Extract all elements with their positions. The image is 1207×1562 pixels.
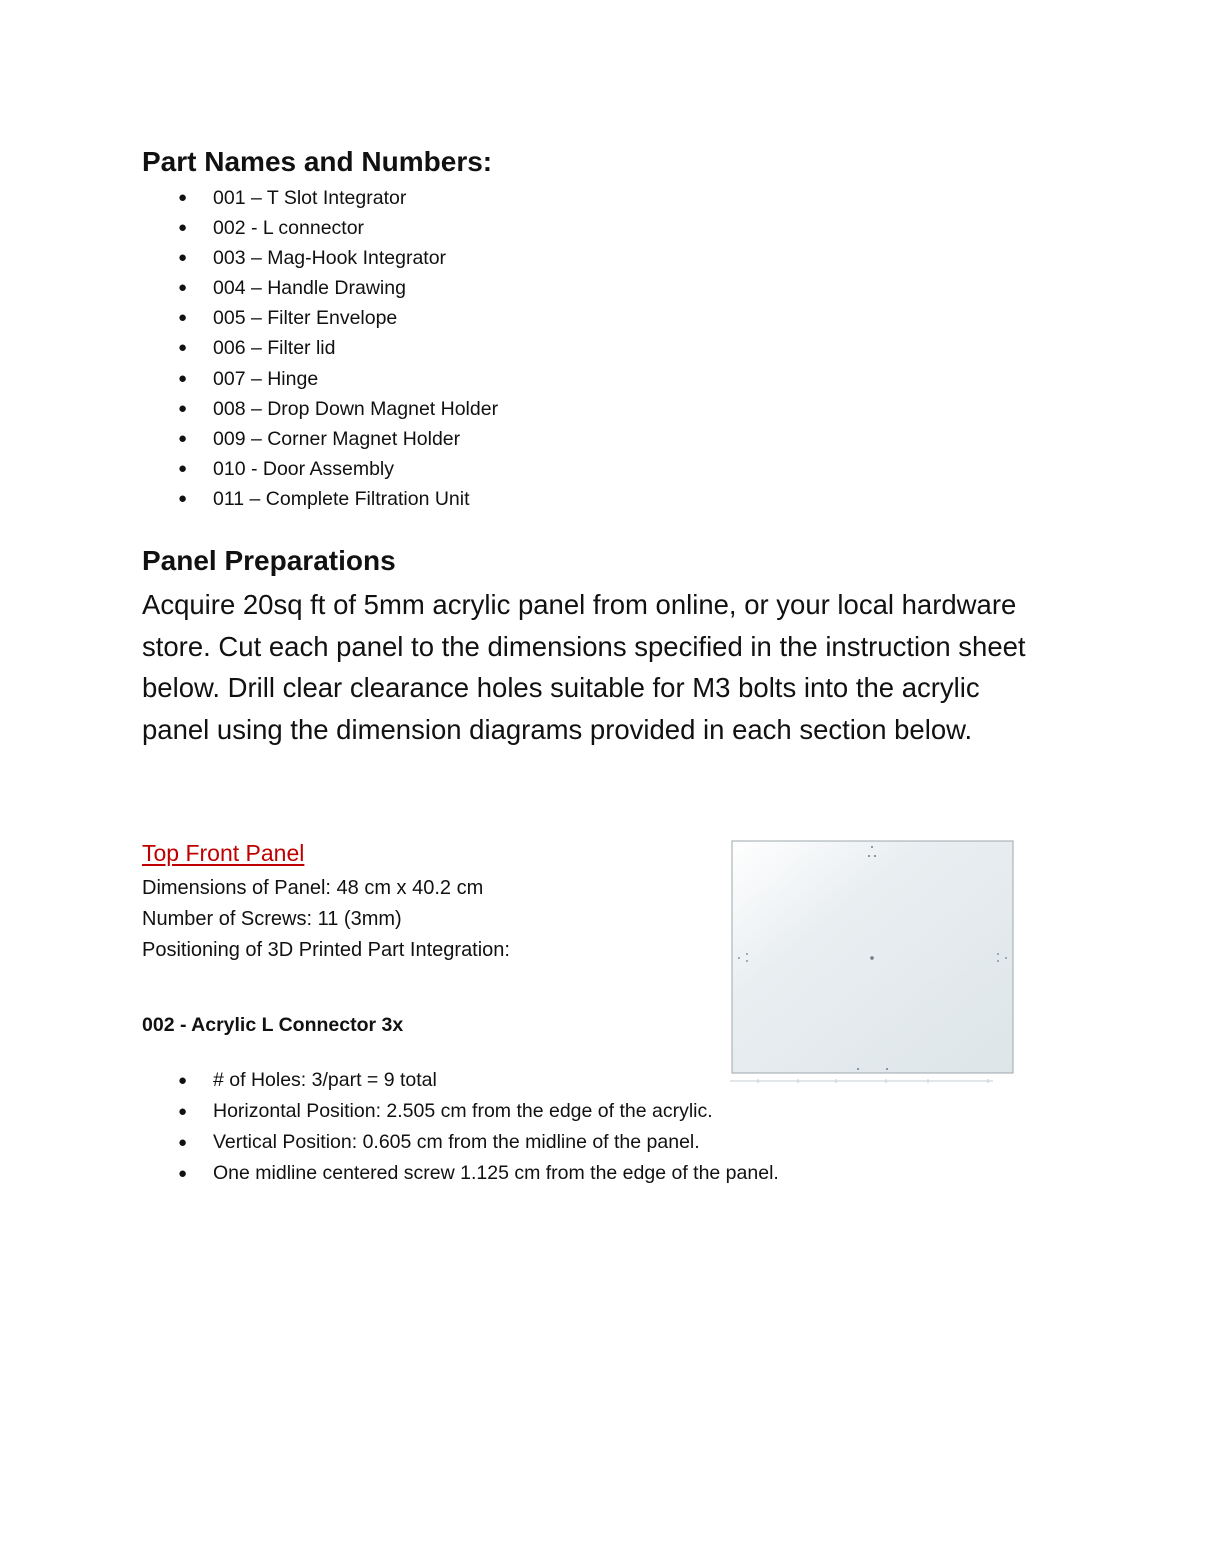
part-label: 002 - L connector [213, 217, 365, 240]
hole-marker [871, 846, 873, 848]
part-label: 011 – Complete Filtration Unit [213, 487, 470, 510]
part-label: 010 - Door Assembly [213, 457, 394, 480]
hole-marker [886, 1068, 888, 1070]
part-label: 004 – Handle Drawing [213, 277, 406, 300]
bullet-icon: ● [178, 1103, 188, 1120]
hole-marker [857, 1068, 859, 1070]
bullet-icon: ● [178, 339, 188, 357]
bullet-icon: ● [178, 1072, 188, 1089]
list-item [142, 364, 498, 394]
part-label: 003 – Mag-Hook Integrator [213, 247, 447, 270]
bullet-icon: ● [178, 219, 188, 237]
hole-detail: Vertical Position: 0.605 cm from the midline of the panel. [213, 1131, 700, 1153]
hole-marker [746, 960, 748, 962]
list-item [142, 1096, 779, 1127]
list-item [142, 303, 498, 333]
panel-positioning: Positioning of 3D Printed Part Integration: [142, 939, 510, 961]
hole-marker [1005, 957, 1007, 959]
list-item [142, 333, 498, 363]
panel-diagram [730, 839, 1016, 1085]
hole-details-list [142, 1065, 779, 1189]
list-item [142, 424, 498, 454]
hole-marker [874, 855, 876, 857]
panel-dimensions: Dimensions of Panel: 48 cm x 40.2 cm [142, 877, 484, 899]
list-item [142, 1127, 779, 1158]
bullet-icon: ● [178, 309, 188, 327]
hole-marker [870, 956, 874, 960]
parts-list [142, 183, 498, 514]
hole-detail: Horizontal Position: 2.505 cm from the edge of the acrylic. [213, 1100, 713, 1122]
connector-heading: 002 - Acrylic L Connector 3x [142, 1014, 404, 1036]
list-item [142, 183, 498, 213]
part-label: 007 – Hinge [213, 367, 319, 390]
bullet-icon: ● [178, 249, 188, 267]
list-item [142, 454, 498, 484]
part-label: 005 – Filter Envelope [213, 307, 398, 330]
bullet-icon: ● [178, 279, 188, 297]
hole-detail: One midline centered screw 1.125 cm from the edge of the panel. [213, 1162, 779, 1184]
list-item [142, 243, 498, 273]
bullet-icon: ● [178, 459, 188, 477]
part-label: 008 – Drop Down Magnet Holder [213, 397, 499, 420]
panel-prep-body: Acquire 20sq ft of 5mm acrylic panel from online, or your local hardware store. Cut each panel to the dimensions specified in the instruction sheet below. Drill clear clearance holes suitable for M3 bolts into the acrylic panel using the dimension diagrams provided in each section below. [142, 589, 1026, 745]
hole-marker [738, 957, 740, 959]
list-item [142, 1065, 779, 1096]
parts-heading: Part Names and Numbers: [142, 146, 493, 177]
list-item [142, 1158, 779, 1189]
part-label: 006 – Filter lid [213, 337, 336, 360]
list-item [142, 484, 498, 514]
top-front-panel-title: Top Front Panel [142, 840, 305, 866]
bullet-icon: ● [178, 1134, 188, 1151]
part-label: 009 – Corner Magnet Holder [213, 427, 461, 450]
bullet-icon: ● [178, 399, 188, 417]
list-item [142, 273, 498, 303]
bullet-icon: ● [178, 429, 188, 447]
bullet-icon: ● [178, 189, 188, 206]
hole-marker [746, 953, 748, 955]
panel-prep-heading: Panel Preparations [142, 545, 396, 576]
bullet-icon: ● [178, 369, 188, 387]
bullet-icon: ● [178, 1165, 188, 1182]
hole-detail: # of Holes: 3/part = 9 total [213, 1069, 437, 1091]
hole-marker [997, 953, 999, 955]
hole-marker [868, 855, 870, 857]
bullet-icon: ● [178, 489, 188, 507]
panel-screws: Number of Screws: 11 (3mm) [142, 908, 402, 930]
dimension-strip [730, 1079, 993, 1083]
list-item [142, 394, 498, 424]
list-item [142, 213, 498, 243]
hole-marker [997, 960, 999, 962]
part-label: 001 – T Slot Integrator [213, 187, 407, 209]
